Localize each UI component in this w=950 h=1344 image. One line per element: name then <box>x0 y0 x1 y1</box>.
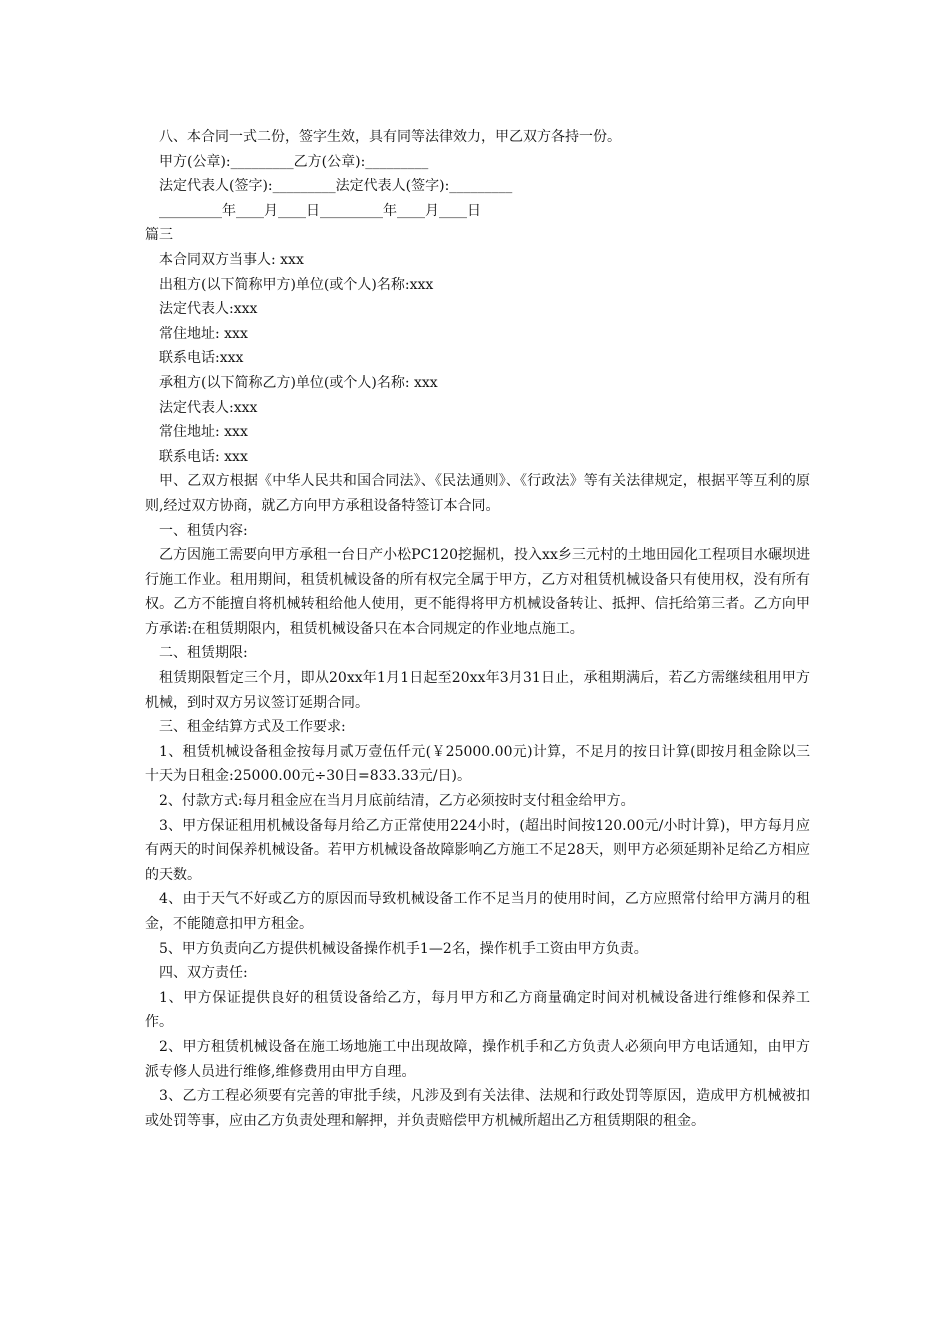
section-heading: 篇三 <box>145 227 173 244</box>
lessee-phone: 联系电话: xxx <box>159 448 248 465</box>
section-heading: 二、租赁期限: <box>159 645 248 662</box>
rent-clause-5: 5、甲方负责向乙方提供机械设备操作机手1—2名，操作机手工资由甲方负责。 <box>159 940 648 957</box>
lessor-representative: 法定代表人:xxx <box>159 301 258 318</box>
lessee-name: 承租方(以下简称乙方)单位(或个人)名称: xxx <box>159 374 438 391</box>
section-heading: 一、租赁内容: <box>159 522 248 539</box>
section-heading: 三、租金结算方式及工作要求: <box>159 719 346 736</box>
lease-content-paragraph: 乙方因施工需要向甲方承租一台日产小松PC120挖掘机，投入xx乡三元村的土地田园化工程项目水碾坝进行施工作业。租用期间，租赁机械设备的所有权完全属于甲方，乙方对租赁机械设备只有使用权，没有所有权。乙方不能擅自将机械转租给他人使用，更不能得将甲方机械设备转让、抵押、信托给第三者。乙方向甲方承诺:在租赁期限内，租赁机械设备只在本合同规定的作业地点施工。 <box>145 547 810 637</box>
clause-copies: 八、本合同一式二份，签字生效，具有同等法律效力，甲乙双方各持一份。 <box>159 129 621 145</box>
signature-date-line: _________年____月____日_________年____月____日 <box>159 202 481 219</box>
lessor-name: 出租方(以下简称甲方)单位(或个人)名称:xxx <box>159 276 434 293</box>
document-body <box>145 125 810 1133</box>
preamble-paragraph: 甲、乙双方根据《中华人民共和国合同法》、《民法通则》、《行政法》等有关法律规定，根据平等互利的原则,经过双方协商，就乙方向甲方承租设备特签订本合同。 <box>145 473 810 514</box>
lessor-address: 常住地址: xxx <box>159 325 248 342</box>
duty-clause-3: 3、乙方工程必须要有完善的审批手续，凡涉及到有关法律、法规和行政处罚等原因，造成甲方机械被扣或处罚等事，应由乙方负责处理和解押，并负责赔偿甲方机械所超出乙方租赁期限的租金。 <box>145 1088 810 1129</box>
lessor-phone: 联系电话:xxx <box>159 350 244 367</box>
lessee-representative: 法定代表人:xxx <box>159 399 258 416</box>
section-heading: 四、双方责任: <box>159 965 248 982</box>
lessee-address: 常住地址: xxx <box>159 424 248 441</box>
duty-clause-1: 1、甲方保证提供良好的租赁设备给乙方，每月甲方和乙方商量确定时间对机械设备进行维修和保养工作。 <box>145 989 810 1031</box>
signature-representative-line: 法定代表人(签字):_________法定代表人(签字):_________ <box>159 178 513 195</box>
rent-clause-1: 1、租赁机械设备租金按每月贰万壹伍仟元(￥25000.00元)计算，不足月的按日计算(即按月租金除以三十天为日租金:25000.00元÷30日=833.33元/日)。 <box>145 743 810 785</box>
duty-clause-2: 2、甲方租赁机械设备在施工场地施工中出现故障，操作机手和乙方负责人必须向甲方电话通知，由甲方派专修人员进行维修,维修费用由甲方自理。 <box>145 1038 810 1080</box>
rent-clause-2: 2、付款方式:每月租金应在当月月底前结清，乙方必须按时支付租金给甲方。 <box>159 793 635 810</box>
signature-seal-line: 甲方(公章):_________乙方(公章):_________ <box>159 153 429 170</box>
lease-term-paragraph: 租赁期限暂定三个月，即从20xx年1月1日起至20xx年3月31日止，承租期满后，若乙方需继续租用甲方机械，到时双方另议签订延期合同。 <box>145 670 810 711</box>
parties-line: 本合同双方当事人: xxx <box>159 251 304 268</box>
rent-clause-4: 4、由于天气不好或乙方的原因而导致机械设备工作不足当月的使用时间，乙方应照常付给甲方满月的租金，不能随意扣甲方租金。 <box>145 891 810 932</box>
rent-clause-3: 3、甲方保证租用机械设备每月给乙方正常使用224小时，(超出时间按120.00元/小时计算)，甲方每月应有两天的时间保养机械设备。若甲方机械设备故障影响乙方施工不足28天，则甲方必须延期补足给乙方相应的天数。 <box>145 817 810 883</box>
